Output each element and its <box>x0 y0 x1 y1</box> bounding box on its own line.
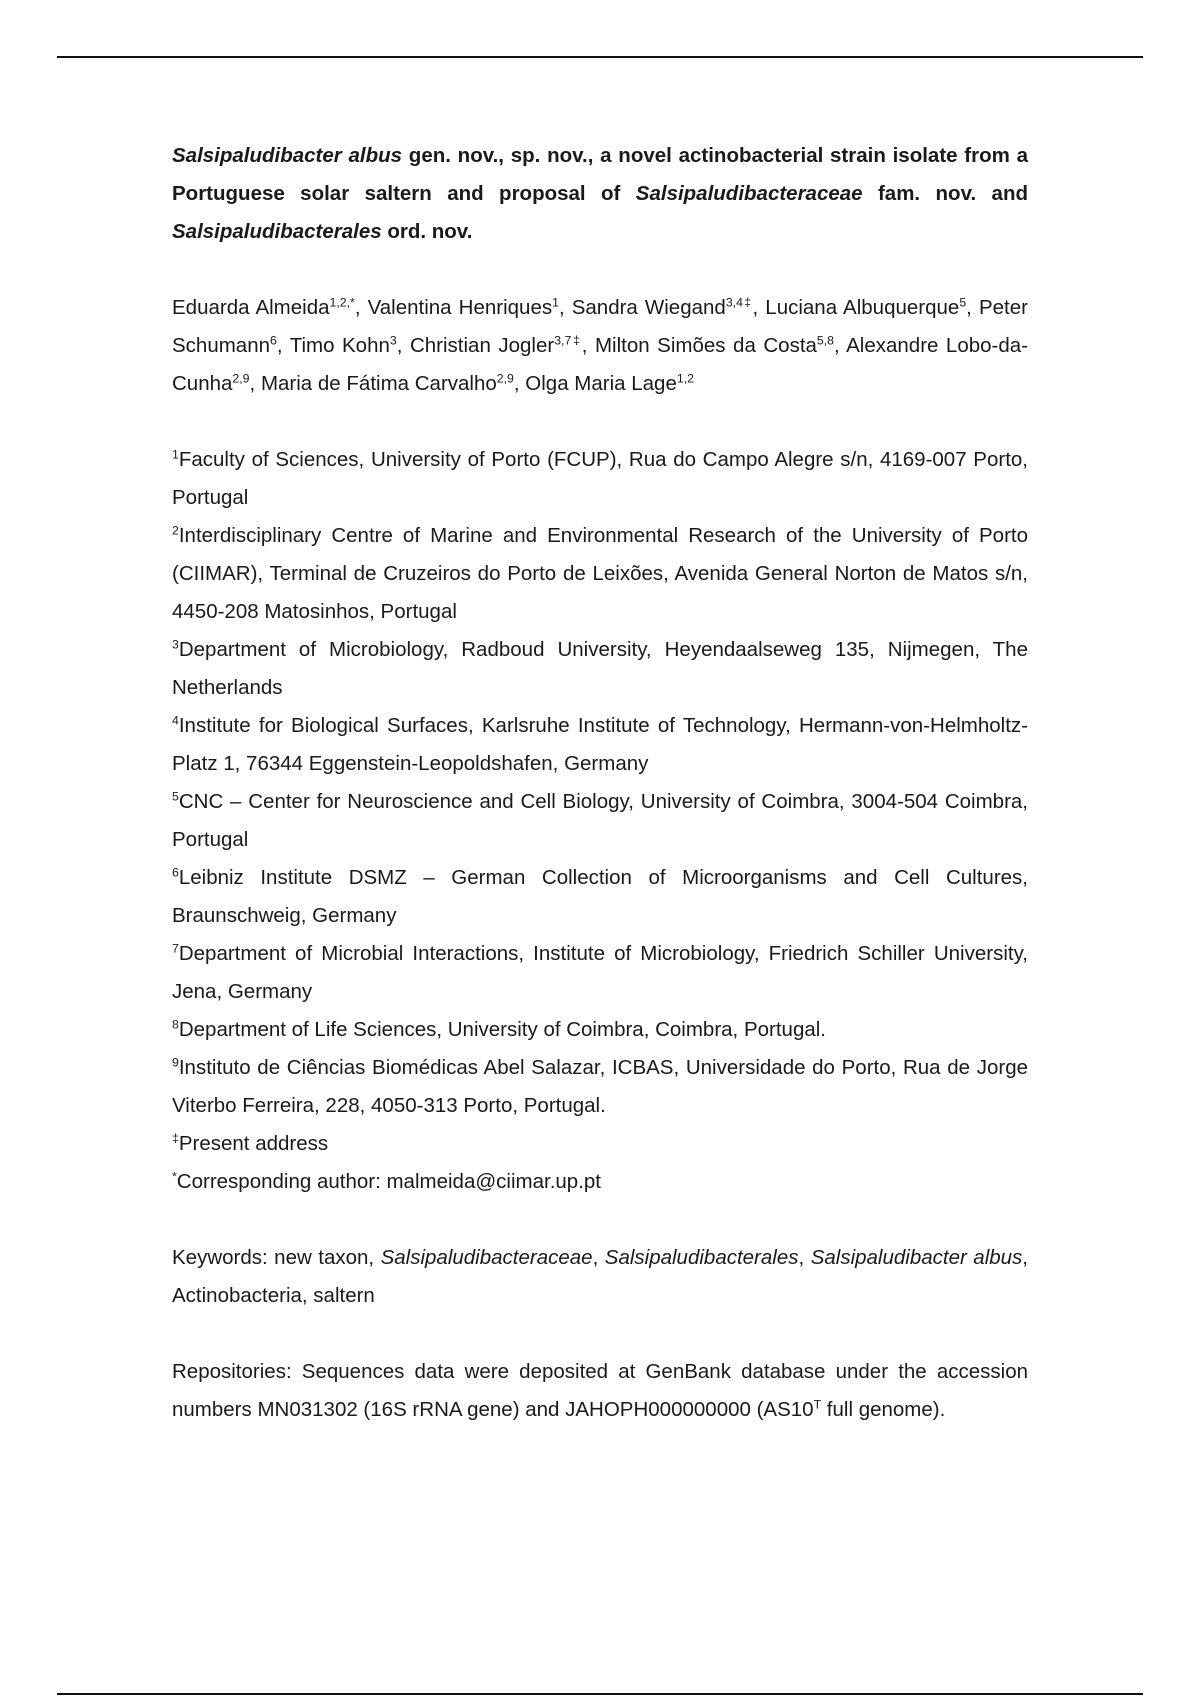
affiliation: $^6$Leibniz Institute DSMZ – German Collection of Microorganisms and Cell Cultures, Braunschweig, Germany <box>172 865 1028 927</box>
author: Olga Maria Lage$^{1,2}$ <box>525 371 694 395</box>
author: Christian Jogler$^{3,7\ddagger}$, <box>409 333 595 357</box>
author: Luciana Albuquerque$^5$, <box>765 295 979 319</box>
keywords: Keywords: new taxon, Salsipaludibacteraceae, Salsipaludibacterales, Salsipaludibacter albus, Actinobacteria, saltern <box>172 1246 1028 1307</box>
footer-rule <box>57 1693 1143 1695</box>
affiliation: $^1$Faculty of Sciences, University of Porto (FCUP), Rua do Campo Alegre s/n, 4169-007 Porto, Portugal <box>172 447 1028 509</box>
author: Timo Kohn$^3$, <box>289 333 410 357</box>
corresponding-author-note: *Corresponding author: malmeida@ciimar.up.pt <box>172 1169 601 1193</box>
author-list <box>172 289 1028 403</box>
repositories: Repositories: Sequences data were deposited at GenBank database under the accession numbers MN031302 (16S rRNA gene) and JAHOPH000000000 ($AS10^T$ full genome). <box>172 1360 1028 1421</box>
present-address-note: ‡Present address <box>172 1131 329 1155</box>
affiliation-list <box>172 441 1028 1201</box>
title-text: ord. nov. <box>381 220 473 243</box>
affiliation: $^9$Instituto de Ciências Biomédicas Abel Salazar, ICBAS, Universidade do Porto, Rua de Jorge Viterbo Ferreira, 228, 4050-313 Porto, Portugal. <box>172 1055 1028 1117</box>
affiliation: $^7$Department of Microbial Interactions, Institute of Microbiology, Friedrich Schiller University, Jena, Germany <box>172 941 1028 1003</box>
title-genus-species: Salsipaludibacter albus <box>172 144 403 167</box>
author: Eduarda Almeida$^{1,2,*}$, <box>172 295 368 319</box>
header-rule <box>57 56 1143 58</box>
author: Alexandre Lobo-da-Cunha$^{2,9}$, <box>172 334 1028 395</box>
title-text: fam. nov. and <box>862 182 1028 205</box>
affiliation: $^8$Department of Life Sciences, University of Coimbra, Coimbra, Portugal. <box>172 1017 826 1041</box>
paper-title <box>172 137 1028 251</box>
title-text: gen. nov., sp. nov., a novel actinobacterial strain isolate from a Portuguese solar saltern and proposal of <box>172 144 1028 205</box>
author: Valentina Henriques$^1$, <box>367 295 572 319</box>
author: Milton Simões da Costa$^{5,8}$, <box>594 333 847 357</box>
title-family: Salsipaludibacteraceae <box>635 182 863 205</box>
author: Maria de Fátima Carvalho$^{2,9}$, <box>260 371 526 395</box>
affiliation: $^2$Interdisciplinary Centre of Marine and Environmental Research of the University of Porto (CIIMAR), Terminal de Cruzeiros do Porto de Leixões, Avenida General Norton de Matos s/n, 4450-208 Matosinhos, Portugal <box>172 523 1028 623</box>
title-page <box>172 137 1028 1429</box>
affiliation: $^4$Institute for Biological Surfaces, Karlsruhe Institute of Technology, Hermann-von-Helmholtz-Platz 1, 76344 Eggenstein-Leopoldshafen, Germany <box>172 713 1028 775</box>
affiliation: $^5$CNC – Center for Neuroscience and Cell Biology, University of Coimbra, 3004-504 Coimbra, Portugal <box>172 789 1028 851</box>
title-order: Salsipaludibacterales <box>172 220 382 243</box>
author: Sandra Wiegand$^{3,4\ddagger}$, <box>571 295 766 319</box>
author: Peter Schumann$^6$, <box>172 296 1028 357</box>
affiliation: $^3$Department of Microbiology, Radboud University, Heyendaalseweg 135, Nijmegen, The Netherlands <box>172 637 1028 699</box>
